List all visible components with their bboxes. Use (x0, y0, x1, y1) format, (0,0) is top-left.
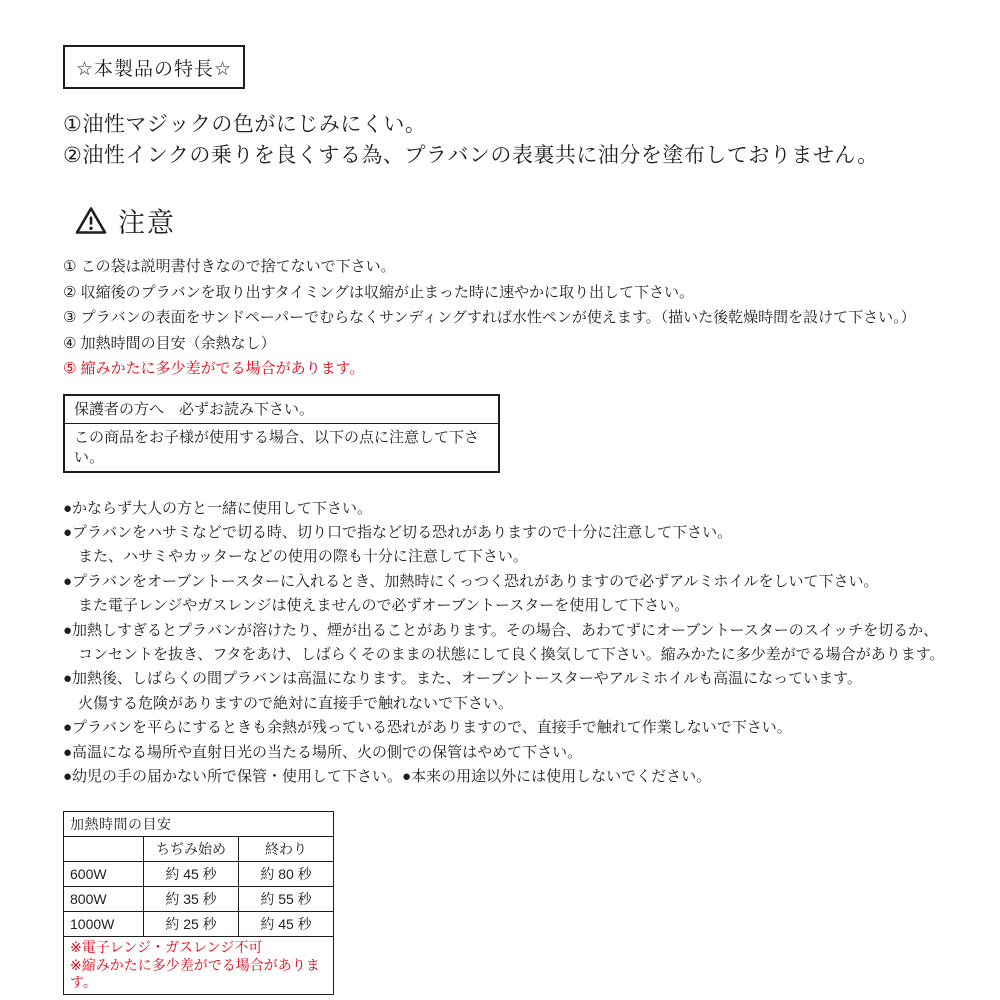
end-time-cell: 約 80 秒 (239, 862, 334, 887)
heating-time-table (63, 811, 334, 995)
precaution-line: ●幼児の手の届かない所で保管・使用して下さい。●本来の用途以外には使用しないでください。 (63, 767, 712, 785)
caution-item: ② 収縮後のプラバンを取り出すタイミングは収縮が止まった時に速やかに取り出して下さい。 (63, 283, 694, 301)
precaution-line: ●プラバンを平らにするときも余熱が残っている恐れがありますので、直接手で触れて作業しないで下さい。 (63, 719, 792, 737)
warning-triangle-icon (75, 206, 107, 235)
feature-item: ①油性マジックの色がにじみにくい。 (63, 113, 427, 136)
wattage-cell: 600W (64, 862, 144, 887)
caution-numbered-list (63, 254, 945, 382)
end-time-cell: 約 45 秒 (239, 912, 334, 937)
heating-table-corner-cell (64, 837, 144, 862)
precaution-line: ●加熱しすぎるとプラバンが溶けたり、煙が出ることがあります。その場合、あわてずにオーブントースターのスイッチを切るか、 (63, 621, 939, 639)
precaution-line: ●プラバンをオーブントースターに入れるとき、加熱時にくっつく恐れがありますので必ずアルミホイルをしいて下さい。 (63, 572, 879, 590)
caution-item: ④ 加熱時間の目安（余熱なし） (63, 334, 276, 352)
guardian-notice-subtitle: この商品をお子様が使用する場合、以下の点に注意して下さい。 (74, 428, 480, 466)
table-row (64, 887, 334, 912)
table-row (64, 862, 334, 887)
table-note: ※縮みかたに多少差がでる場合があります。 (70, 956, 320, 991)
feature-item: ②油性インクの乗りを良くする為、プラバンの表裏共に油分を塗布しておりません。 (63, 144, 879, 167)
caution-heading (75, 201, 945, 240)
precaution-line: 火傷する危険がありますので絶対に直接手で触れないで下さい。 (63, 694, 514, 712)
precaution-line: ●かならず大人の方と一緒に使用して下さい。 (63, 499, 373, 517)
heating-table-title: 加熱時間の目安 (64, 812, 334, 837)
caution-item: ① この袋は説明書付きなので捨てないで下さい。 (63, 258, 396, 275)
start-time-cell: 約 25 秒 (144, 912, 239, 937)
caution-item-red: ⑤ 縮みかたに多少差がでる場合があります。 (63, 360, 365, 377)
heating-table-col-end: 終わり (239, 837, 334, 862)
start-time-cell: 約 45 秒 (144, 862, 239, 887)
end-time-cell: 約 55 秒 (239, 887, 334, 912)
heating-table-notes-row (64, 937, 334, 995)
table-row (64, 912, 334, 937)
features-title-box (63, 45, 245, 89)
precaution-line: また、ハサミやカッターなどの使用の際も十分に注意して下さい。 (63, 548, 528, 566)
wattage-cell: 800W (64, 887, 144, 912)
heating-table-header-row (64, 837, 334, 862)
precaution-bullet-list (63, 497, 945, 790)
precaution-line: ●加熱後、しばらくの間プラバンは高温になります。また、オーブントースターやアルミホイルも高温になっています。 (63, 670, 862, 688)
precaution-line: コンセントを抜き、フタをあけ、しばらくそのままの状態にして良く換気して下さい。縮みかたに多少差がでる場合があります。 (63, 645, 945, 663)
precaution-line: ●プラバンをハサミなどで切る時、切り口で指など切る恐れがありますので十分に注意して下さい。 (63, 523, 733, 541)
heating-table-title-row (64, 812, 334, 837)
guardian-notice-title: 保護者の方へ 必ずお読み下さい。 (65, 396, 498, 424)
features-title: ☆本製品の特長☆ (76, 59, 233, 80)
caution-heading-label: 注意 (118, 208, 176, 238)
features-list (63, 109, 945, 171)
table-note: ※電子レンジ・ガスレンジ不可 (70, 939, 263, 956)
precaution-line: また電子レンジやガスレンジは使えませんので必ずオーブントースターを使用して下さい。 (63, 597, 690, 615)
heating-table-col-start: ちぢみ始め (144, 837, 239, 862)
start-time-cell: 約 35 秒 (144, 887, 239, 912)
precaution-line: ●高温になる場所や直射日光の当たる場所、火の側での保管はやめて下さい。 (63, 743, 583, 761)
guardian-notice-box (63, 394, 500, 473)
heating-table-notes (64, 937, 334, 995)
caution-item: ③ プラバンの表面をサンドペーパーでむらなくサンディングすれば水性ペンが使えます。（描いた後乾燥時間を設けて下さい。） (63, 309, 916, 326)
wattage-cell: 1000W (64, 912, 144, 937)
